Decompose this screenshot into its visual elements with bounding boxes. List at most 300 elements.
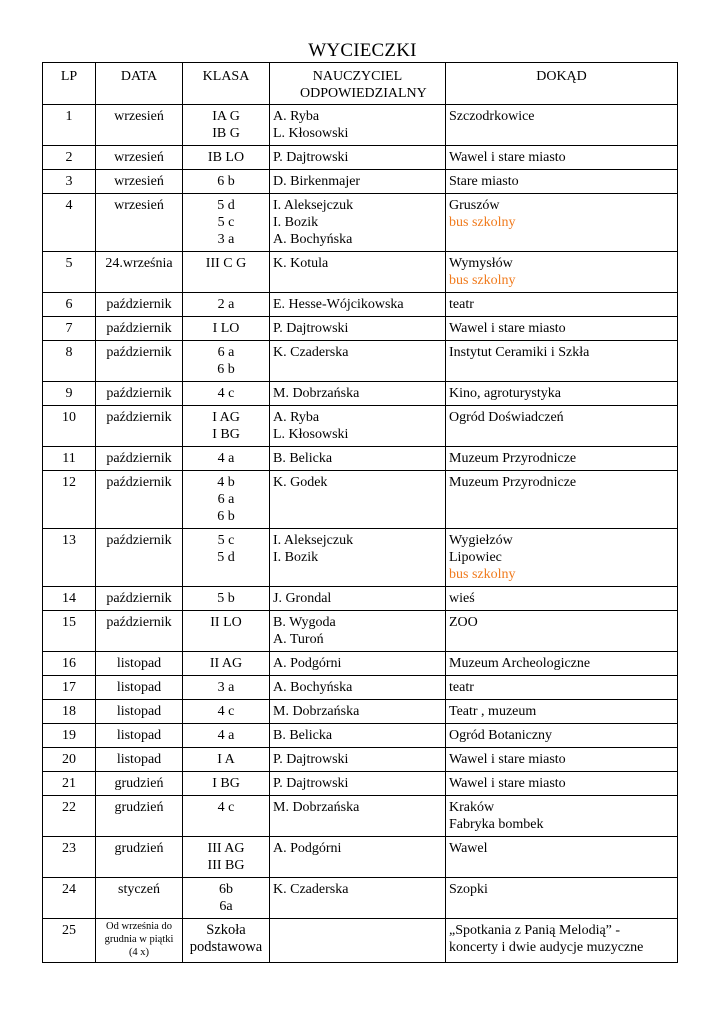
cell-lp	[43, 146, 96, 170]
destination-line: koncerty i dwie audycje muzyczne	[449, 940, 644, 955]
class-line: 6a	[219, 899, 233, 914]
cell-data	[96, 341, 183, 382]
table-row	[43, 146, 678, 170]
header-dokad: DOKĄD	[446, 63, 678, 105]
date-line: listopad	[116, 752, 162, 767]
cell-nauczyciel	[270, 796, 446, 837]
cell-data	[96, 587, 183, 611]
table-row	[43, 317, 678, 341]
lp-value: 5	[65, 256, 73, 271]
header-klasa: KLASA	[183, 63, 270, 105]
cell-lp	[43, 447, 96, 471]
cell-klasa	[183, 146, 270, 170]
cell-data	[96, 676, 183, 700]
destination-line: Muzeum Przyrodnicze	[449, 475, 577, 490]
class-line: 5 d	[217, 550, 235, 565]
destination-line: wieś	[449, 591, 475, 606]
date-line: grudnia w piątki	[104, 934, 174, 945]
cell-dokad	[446, 341, 678, 382]
class-line: IB G	[212, 126, 240, 141]
cell-lp	[43, 878, 96, 919]
cell-dokad	[446, 471, 678, 529]
table-row	[43, 772, 678, 796]
date-line: październik	[106, 321, 172, 336]
cell-dokad	[446, 796, 678, 837]
class-line: podstawowa	[189, 939, 263, 955]
class-line: 6b	[219, 882, 233, 897]
destination-line: Instytut Ceramiki i Szkła	[449, 345, 590, 360]
cell-dokad	[446, 676, 678, 700]
destination-line: Stare miasto	[449, 174, 519, 189]
cell-dokad	[446, 447, 678, 471]
cell-dokad	[446, 919, 678, 963]
cell-dokad	[446, 611, 678, 652]
cell-lp	[43, 293, 96, 317]
cell-data	[96, 748, 183, 772]
destination-line: Wawel i stare miasto	[449, 150, 566, 165]
destination-line: Muzeum Archeologiczne	[449, 656, 591, 671]
class-line: I A	[217, 752, 235, 767]
cell-nauczyciel	[270, 293, 446, 317]
date-line: listopad	[116, 728, 162, 743]
cell-data	[96, 652, 183, 676]
destination-line: Wawel	[449, 841, 488, 856]
class-line: 4 c	[217, 800, 235, 815]
cell-data	[96, 406, 183, 447]
teacher-line: I. Aleksejczuk	[273, 533, 354, 548]
destination-line: Fabryka bombek	[449, 817, 544, 832]
class-line: 4 c	[217, 386, 235, 401]
teacher-line: I. Bozik	[273, 215, 319, 230]
teacher-line: A. Ryba	[273, 109, 320, 124]
cell-klasa	[183, 447, 270, 471]
lp-value: 10	[62, 410, 76, 425]
table-row	[43, 748, 678, 772]
cell-klasa	[183, 724, 270, 748]
date-line: 24.września	[105, 256, 173, 271]
cell-data	[96, 772, 183, 796]
trips-table	[42, 62, 678, 963]
class-line: I LO	[212, 321, 240, 336]
cell-lp	[43, 252, 96, 293]
header-lp: LP	[43, 63, 96, 105]
cell-nauczyciel	[270, 878, 446, 919]
lp-value: 20	[62, 752, 76, 767]
teacher-line: B. Belicka	[273, 451, 333, 466]
cell-klasa	[183, 837, 270, 878]
cell-klasa	[183, 878, 270, 919]
class-line: 5 d	[217, 198, 235, 213]
class-line: 6 a	[217, 492, 235, 507]
destination-line: Ogród Doświadczeń	[449, 410, 564, 425]
cell-dokad	[446, 105, 678, 146]
cell-lp	[43, 382, 96, 406]
cell-dokad	[446, 724, 678, 748]
table-row	[43, 878, 678, 919]
destination-line: Szczodrkowice	[449, 109, 535, 124]
class-line: 2 a	[217, 297, 235, 312]
cell-lp	[43, 748, 96, 772]
cell-klasa	[183, 919, 270, 963]
header-nauczyciel: NAUCZYCIEL ODPOWIEDZIALNY	[270, 63, 446, 105]
class-line: II LO	[210, 615, 242, 630]
cell-nauczyciel	[270, 676, 446, 700]
date-line: listopad	[116, 704, 162, 719]
cell-data	[96, 700, 183, 724]
table-row	[43, 837, 678, 878]
cell-nauczyciel	[270, 146, 446, 170]
cell-dokad	[446, 406, 678, 447]
table-row	[43, 676, 678, 700]
cell-dokad	[446, 146, 678, 170]
class-line: III AG	[207, 841, 245, 856]
date-line: (4 x)	[128, 947, 150, 958]
teacher-line: K. Kotula	[273, 256, 329, 271]
teacher-line: I. Bozik	[273, 550, 319, 565]
cell-dokad	[446, 652, 678, 676]
table-row	[43, 406, 678, 447]
teacher-line: L. Kłosowski	[273, 427, 349, 442]
cell-lp	[43, 772, 96, 796]
class-line: 5 c	[217, 533, 235, 548]
date-line: październik	[106, 345, 172, 360]
cell-data	[96, 317, 183, 341]
date-line: październik	[106, 615, 172, 630]
transport-note: bus szkolny	[449, 215, 516, 230]
teacher-line: B. Wygoda	[273, 615, 336, 630]
cell-klasa	[183, 676, 270, 700]
class-line: 6 b	[217, 362, 235, 377]
table-row	[43, 382, 678, 406]
lp-value: 13	[62, 533, 76, 548]
cell-nauczyciel	[270, 587, 446, 611]
lp-value: 21	[62, 776, 76, 791]
cell-dokad	[446, 587, 678, 611]
cell-nauczyciel	[270, 194, 446, 252]
cell-nauczyciel	[270, 724, 446, 748]
cell-lp	[43, 587, 96, 611]
destination-line: Kino, agroturystyka	[449, 386, 561, 401]
cell-nauczyciel	[270, 529, 446, 587]
class-line: 4 a	[217, 728, 235, 743]
date-line: grudzień	[114, 776, 164, 791]
table-row	[43, 700, 678, 724]
cell-lp	[43, 676, 96, 700]
cell-data	[96, 170, 183, 194]
teacher-line: P. Dajtrowski	[273, 776, 349, 791]
cell-klasa	[183, 587, 270, 611]
class-line: Szkoła	[206, 922, 246, 938]
cell-lp	[43, 170, 96, 194]
destination-line: Lipowiec	[449, 550, 502, 565]
destination-line: Wawel i stare miasto	[449, 752, 566, 767]
lp-value: 8	[65, 345, 73, 360]
class-line: 4 a	[217, 451, 235, 466]
destination-line: Kraków	[449, 800, 495, 815]
destination-line: Wawel i stare miasto	[449, 776, 566, 791]
cell-nauczyciel	[270, 317, 446, 341]
cell-nauczyciel	[270, 252, 446, 293]
cell-lp	[43, 796, 96, 837]
teacher-line: A. Podgórni	[273, 656, 342, 671]
cell-lp	[43, 700, 96, 724]
date-line: Od września do	[106, 921, 172, 932]
date-line: październik	[106, 451, 172, 466]
date-line: październik	[106, 410, 172, 425]
cell-nauczyciel	[270, 748, 446, 772]
class-line: I BG	[212, 776, 240, 791]
cell-klasa	[183, 652, 270, 676]
cell-klasa	[183, 700, 270, 724]
cell-nauczyciel	[270, 105, 446, 146]
cell-nauczyciel	[270, 919, 446, 963]
date-line: wrzesień	[114, 174, 164, 189]
date-line: październik	[106, 475, 172, 490]
table-row	[43, 919, 678, 963]
cell-lp	[43, 724, 96, 748]
cell-data	[96, 252, 183, 293]
table-row	[43, 194, 678, 252]
lp-value: 24	[62, 882, 76, 897]
date-line: październik	[106, 533, 172, 548]
table-row	[43, 293, 678, 317]
table-row	[43, 447, 678, 471]
cell-data	[96, 796, 183, 837]
lp-value: 4	[65, 198, 73, 213]
cell-data	[96, 194, 183, 252]
table-row	[43, 611, 678, 652]
cell-nauczyciel	[270, 700, 446, 724]
cell-klasa	[183, 317, 270, 341]
cell-lp	[43, 611, 96, 652]
class-line: 5 c	[217, 215, 235, 230]
teacher-line: P. Dajtrowski	[273, 752, 349, 767]
cell-klasa	[183, 194, 270, 252]
cell-dokad	[446, 700, 678, 724]
teacher-line: P. Dajtrowski	[273, 321, 349, 336]
transport-note: bus szkolny	[449, 567, 516, 582]
lp-value: 1	[65, 109, 73, 124]
cell-data	[96, 529, 183, 587]
table-body	[43, 105, 678, 963]
destination-line: Teatr , muzeum	[449, 704, 537, 719]
cell-nauczyciel	[270, 447, 446, 471]
class-line: 5 b	[217, 591, 235, 606]
table-row	[43, 252, 678, 293]
cell-klasa	[183, 293, 270, 317]
date-line: wrzesień	[114, 198, 164, 213]
teacher-line: E. Hesse-Wójcikowska	[273, 297, 404, 312]
class-line: IA G	[212, 109, 240, 124]
teacher-line: K. Czaderska	[273, 882, 349, 897]
lp-value: 19	[62, 728, 76, 743]
teacher-line: A. Podgórni	[273, 841, 342, 856]
destination-line: Wygiełzów	[449, 533, 513, 548]
class-line: 4 c	[217, 704, 235, 719]
teacher-line: D. Birkenmajer	[273, 174, 361, 189]
lp-value: 14	[62, 591, 76, 606]
lp-value: 16	[62, 656, 76, 671]
cell-lp	[43, 471, 96, 529]
cell-data	[96, 724, 183, 748]
date-line: październik	[106, 297, 172, 312]
cell-data	[96, 105, 183, 146]
cell-dokad	[446, 748, 678, 772]
lp-value: 23	[62, 841, 76, 856]
cell-nauczyciel	[270, 611, 446, 652]
cell-data	[96, 837, 183, 878]
teacher-line: A. Turoń	[273, 632, 324, 647]
teacher-line: I. Aleksejczuk	[273, 198, 354, 213]
date-line: styczeń	[118, 882, 160, 897]
teacher-line: A. Bochyńska	[273, 680, 353, 695]
teacher-line: J. Grondal	[273, 591, 332, 606]
class-line: 6 b	[217, 509, 235, 524]
destination-line: Wymysłów	[449, 256, 513, 271]
cell-lp	[43, 341, 96, 382]
cell-data	[96, 146, 183, 170]
cell-data	[96, 471, 183, 529]
destination-line: „Spotkania z Panią Melodią” -	[449, 923, 621, 938]
cell-nauczyciel	[270, 406, 446, 447]
cell-klasa	[183, 796, 270, 837]
class-line: IB LO	[207, 150, 245, 165]
cell-lp	[43, 105, 96, 146]
cell-dokad	[446, 252, 678, 293]
lp-value: 9	[65, 386, 73, 401]
class-line: III BG	[207, 858, 245, 873]
class-line: II AG	[209, 656, 243, 671]
cell-klasa	[183, 772, 270, 796]
header-data: DATA	[96, 63, 183, 105]
destination-line: Szopki	[449, 882, 488, 897]
date-line: grudzień	[114, 841, 164, 856]
lp-value: 18	[62, 704, 76, 719]
class-line: 4 b	[217, 475, 235, 490]
lp-value: 6	[65, 297, 73, 312]
date-line: wrzesień	[114, 150, 164, 165]
cell-dokad	[446, 317, 678, 341]
cell-klasa	[183, 252, 270, 293]
cell-nauczyciel	[270, 471, 446, 529]
cell-lp	[43, 837, 96, 878]
cell-klasa	[183, 406, 270, 447]
class-line: I BG	[212, 427, 240, 442]
page-title: WYCIECZKI	[308, 40, 417, 61]
cell-klasa	[183, 341, 270, 382]
cell-klasa	[183, 382, 270, 406]
destination-line: Wawel i stare miasto	[449, 321, 566, 336]
lp-value: 3	[65, 174, 73, 189]
cell-data	[96, 878, 183, 919]
teacher-line: M. Dobrzańska	[273, 386, 360, 401]
teacher-line: A. Bochyńska	[273, 232, 353, 247]
cell-data	[96, 611, 183, 652]
date-line: listopad	[116, 680, 162, 695]
destination-line: ZOO	[449, 615, 478, 630]
cell-dokad	[446, 194, 678, 252]
teacher-line: M. Dobrzańska	[273, 704, 360, 719]
teacher-line: K. Czaderska	[273, 345, 349, 360]
cell-klasa	[183, 529, 270, 587]
cell-nauczyciel	[270, 837, 446, 878]
cell-dokad	[446, 837, 678, 878]
date-line: październik	[106, 591, 172, 606]
class-line: 6 b	[217, 174, 235, 189]
table-row	[43, 105, 678, 146]
class-line: III C G	[205, 256, 247, 271]
teacher-line: B. Belicka	[273, 728, 333, 743]
cell-klasa	[183, 105, 270, 146]
cell-dokad	[446, 878, 678, 919]
date-line: październik	[106, 386, 172, 401]
cell-data	[96, 919, 183, 963]
destination-line: Muzeum Przyrodnicze	[449, 451, 577, 466]
table-row	[43, 471, 678, 529]
cell-data	[96, 447, 183, 471]
header-row	[43, 63, 678, 105]
class-line: 6 a	[217, 345, 235, 360]
cell-lp	[43, 529, 96, 587]
cell-dokad	[446, 529, 678, 587]
lp-value: 15	[62, 615, 76, 630]
cell-data	[96, 382, 183, 406]
cell-nauczyciel	[270, 772, 446, 796]
cell-dokad	[446, 382, 678, 406]
class-line: I AG	[212, 410, 240, 425]
cell-klasa	[183, 748, 270, 772]
teacher-line: M. Dobrzańska	[273, 800, 360, 815]
teacher-line: K. Godek	[273, 475, 328, 490]
lp-value: 22	[62, 800, 76, 815]
lp-value: 7	[65, 321, 73, 336]
teacher-line: A. Ryba	[273, 410, 320, 425]
cell-nauczyciel	[270, 382, 446, 406]
cell-nauczyciel	[270, 652, 446, 676]
destination-line: teatr	[449, 297, 474, 312]
destination-line: teatr	[449, 680, 474, 695]
cell-dokad	[446, 293, 678, 317]
table-row	[43, 587, 678, 611]
lp-value: 11	[62, 451, 76, 466]
cell-nauczyciel	[270, 170, 446, 194]
cell-klasa	[183, 471, 270, 529]
cell-lp	[43, 652, 96, 676]
lp-value: 17	[62, 680, 76, 695]
table-row	[43, 170, 678, 194]
cell-dokad	[446, 772, 678, 796]
lp-value: 12	[62, 475, 76, 490]
date-line: wrzesień	[114, 109, 164, 124]
destination-line: Ogród Botaniczny	[449, 728, 553, 743]
lp-value: 2	[65, 150, 73, 165]
cell-data	[96, 293, 183, 317]
destination-line: Gruszów	[449, 198, 500, 213]
date-line: listopad	[116, 656, 162, 671]
cell-lp	[43, 317, 96, 341]
transport-note: bus szkolny	[449, 273, 516, 288]
table-row	[43, 724, 678, 748]
date-line: grudzień	[114, 800, 164, 815]
teacher-line: L. Kłosowski	[273, 126, 349, 141]
cell-lp	[43, 194, 96, 252]
teacher-line: P. Dajtrowski	[273, 150, 349, 165]
table-row	[43, 796, 678, 837]
cell-klasa	[183, 170, 270, 194]
class-line: 3 a	[217, 680, 235, 695]
table-row	[43, 652, 678, 676]
cell-klasa	[183, 611, 270, 652]
